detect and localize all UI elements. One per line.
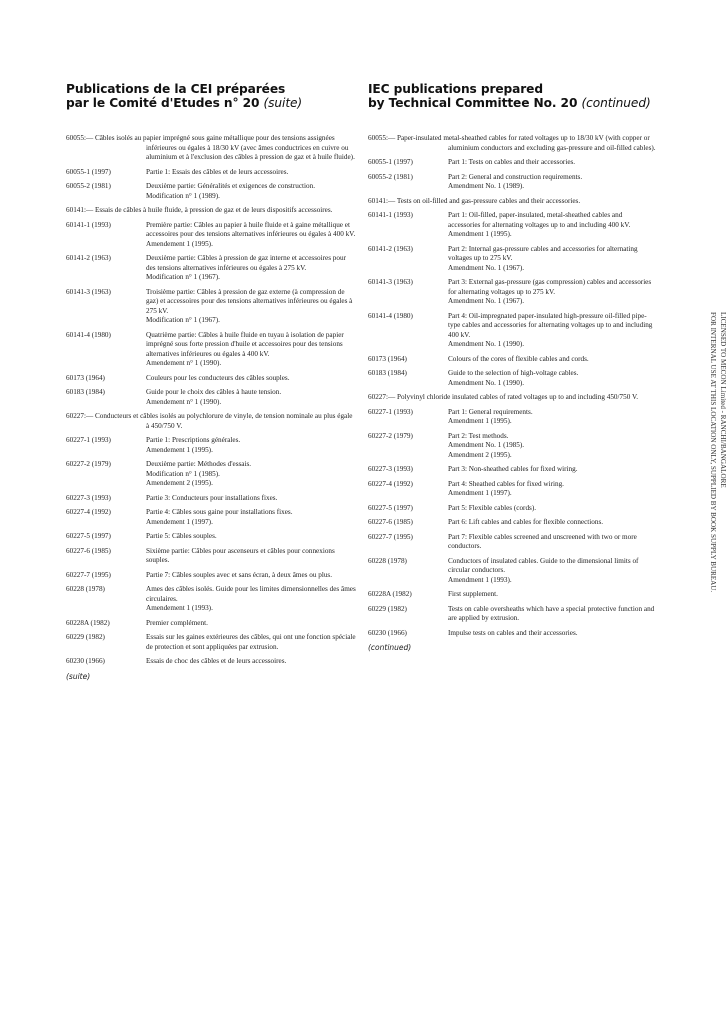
publication-code: 60227-5 (1997) — [66, 532, 111, 540]
publication-entry — [66, 374, 356, 384]
publication-title: Câbles isolés au papier imprégné sous gaine métallique pour des tensions assignées inférieures ou égales à 18/30 kV (avec âmes conductrices en cuivre ou aluminium et à l'exclusion des câbles à pression de gaz et à huile fluide). — [94, 134, 355, 161]
french-heading — [66, 82, 356, 110]
publication-amendment: Amendment No. 1 (1990). — [448, 340, 525, 348]
publication-entry — [66, 633, 356, 652]
publication-code: 60173 (1964) — [66, 373, 105, 382]
publication-code: 60141-2 (1963) — [66, 254, 111, 262]
publication-code: 60227-7 (1995) — [66, 570, 111, 579]
publication-title: Tests on cable oversheaths which have a special protective function and are applied by extrusion. — [448, 604, 655, 622]
french-heading-line1: Publications de la CEI préparées — [66, 82, 286, 96]
publication-code: 60227:— — [368, 393, 396, 401]
publication-entry — [368, 197, 656, 207]
publication-amendment: Amendement n° 1 (1990). — [146, 359, 222, 367]
publication-title: Conductors of insulated cables. Guide to the dimensional limits of circular conductors. — [448, 556, 639, 574]
publication-entry — [368, 518, 656, 528]
publication-code: 60055-2 (1981) — [368, 172, 413, 181]
english-column — [368, 82, 656, 652]
publication-title: Part 2: General and construction requirements. — [448, 172, 583, 181]
publication-code: 60183 (1984) — [368, 369, 407, 377]
publication-code: 60141:— — [368, 196, 396, 205]
publication-title: Essais de choc des câbles et de leurs accessoires. — [146, 657, 287, 665]
publication-entry — [368, 408, 656, 427]
publication-code: 60141:— — [66, 206, 94, 214]
publication-amendment: Amendement 1 (1995). — [146, 239, 213, 248]
publication-code: 60141-3 (1963) — [66, 287, 111, 296]
publication-title: Part 1: Oil-filled, paper-insulated, metal-sheathed cables and accessories for alternating voltages up to and including 400 kV. — [448, 211, 631, 229]
publication-title: Impulse tests on cables and their accessories. — [448, 628, 578, 637]
publication-entry — [368, 369, 656, 388]
english-heading-continued: (continued) — [581, 96, 651, 110]
license-line-1: LICENSED TO MECON Limited - RANCHI/BANGALORE — [719, 312, 727, 488]
publication-code: 60228 (1978) — [368, 556, 407, 565]
publication-code: 60229 (1982) — [66, 633, 105, 641]
publication-entry — [66, 254, 356, 283]
publication-code: 60183 (1984) — [66, 388, 105, 396]
publication-entry — [368, 312, 656, 350]
publication-title: Partie 7: Câbles souples avec et sans écran, à deux âmes ou plus. — [146, 570, 333, 579]
publication-code: 60055:— — [66, 134, 94, 142]
publication-title: Part 5: Flexible cables (cords). — [448, 503, 537, 512]
publication-code: 60141-1 (1993) — [66, 220, 111, 229]
publication-title: Première partie: Câbles au papier à huile fluide et à gaine métallique et accessoires pour des tensions alternatives inférieures ou égales à 400 kV. — [146, 220, 356, 238]
publication-entry — [368, 533, 656, 552]
publication-code: 60230 (1966) — [368, 628, 407, 637]
publication-amendment: Amendment 1 (1997). — [448, 489, 512, 497]
publication-code: 60141-3 (1963) — [368, 278, 413, 286]
publication-code: 60227-6 (1985) — [66, 546, 111, 555]
publication-entry — [368, 465, 656, 475]
publication-amendment: Amendement 1 (1995). — [146, 445, 213, 454]
publication-code: 60227-3 (1993) — [368, 465, 413, 473]
publication-title: Part 4: Oil-impregnated paper-insulated high-pressure oil-filled pipe-type cables and accessories for alternating voltages up to and including 400 kV. — [448, 311, 653, 339]
french-footer: (suite) — [66, 671, 91, 681]
french-entry-list — [66, 134, 356, 667]
publication-title: Part 2: Internal gas-pressure cables and accessories for alternating voltages up to 275 kV. — [448, 244, 638, 262]
publication-title: Part 1: General requirements. — [448, 407, 533, 416]
publication-title: Guide pour le choix des câbles à haute tension. — [146, 388, 282, 396]
publication-entry — [66, 585, 356, 614]
publication-code: 60227-3 (1993) — [66, 493, 111, 502]
publication-title: Part 2: Test methods. — [448, 431, 509, 440]
publication-title: Partie 5: Câbles souples. — [146, 532, 217, 540]
publication-amendment: Amendement 1 (1997). — [146, 517, 213, 526]
publication-entry — [368, 173, 656, 192]
license-side-note — [706, 312, 728, 732]
publication-entry — [368, 355, 656, 365]
publication-entry — [368, 158, 656, 168]
publication-code: 60141-2 (1963) — [368, 244, 413, 253]
publication-title: Guide to the selection of high-voltage cables. — [448, 369, 579, 377]
publication-amendment: Modification n° 1 (1989). — [146, 191, 220, 200]
publication-title: First supplement. — [448, 590, 498, 598]
publication-code: 60230 (1966) — [66, 657, 105, 665]
french-column — [66, 82, 356, 681]
publication-title: Conducteurs et câbles isolés au polychlorure de vinyle, de tension nominale au plus égale à 450/750 V. — [94, 412, 353, 430]
publication-amendment: Amendment No. 1 (1967). — [448, 263, 525, 272]
publication-entry — [368, 629, 656, 639]
english-footer: (continued) — [368, 643, 412, 652]
publication-title: Deuxième partie: Méthodes d'essais. — [146, 460, 252, 468]
english-heading-line1: IEC publications prepared — [368, 82, 543, 96]
publication-title: Tests on oil-filled and gas-pressure cables and their accessories. — [396, 196, 581, 205]
publication-amendment: Amendment 1 (1995). — [448, 230, 512, 238]
publication-entry — [66, 206, 356, 216]
publication-amendment: Amendment 2 (1995). — [448, 450, 512, 459]
publication-code: 60055:— — [368, 134, 396, 142]
publication-title: Deuxième partie: Câbles à pression de gaz interne et accessoires pour des tensions alternatives inférieures ou égales à 275 kV. — [146, 254, 346, 272]
publication-code: 60141-4 (1980) — [368, 311, 413, 320]
publication-entry — [66, 331, 356, 369]
publication-entry — [66, 168, 356, 178]
publication-amendment: Amendement 1 (1993). — [146, 604, 213, 612]
publication-amendment: Modification n° 1 (1967). — [146, 316, 220, 324]
publication-title: Polyvinyl chloride insulated cables of rated voltages up to and including 450/750 V. — [396, 393, 639, 401]
english-heading — [368, 82, 656, 110]
publication-entry — [66, 494, 356, 504]
publication-amendment: Modification n° 1 (1967). — [146, 273, 220, 281]
publication-amendment: Modification n° 1 (1985). — [146, 469, 220, 478]
publication-code: 60228A (1982) — [66, 618, 110, 627]
publication-title: Paper-insulated metal-sheathed cables for rated voltages up to 18/30 kV (with copper or aluminium conductors and excluding gas-pressure and oil-filled cables). — [396, 134, 656, 152]
publication-title: Partie 1: Essais des câbles et de leurs accessoires. — [146, 167, 289, 176]
publication-entry — [368, 504, 656, 514]
publication-entry — [66, 436, 356, 455]
publication-amendment: Amendment 1 (1995). — [448, 417, 512, 425]
publication-code: 60141-1 (1993) — [368, 211, 413, 219]
publication-code: 60227-4 (1992) — [66, 508, 111, 516]
publication-code: 60227-2 (1979) — [66, 460, 111, 468]
publication-code: 60229 (1982) — [368, 604, 407, 613]
publication-amendment: Amendment 1 (1993). — [448, 575, 512, 584]
publication-entry — [66, 508, 356, 527]
publication-entry — [66, 657, 356, 667]
publication-entry — [66, 412, 356, 431]
publication-code: 60055-1 (1997) — [368, 158, 413, 166]
publication-entry — [66, 571, 356, 581]
publication-entry — [368, 557, 656, 586]
publication-title: Couleurs pour les conducteurs des câbles souples. — [146, 373, 290, 382]
publication-code: 60055-2 (1981) — [66, 182, 111, 190]
publication-code: 60227-6 (1985) — [368, 518, 413, 526]
publication-title: Deuxième partie: Généralités et exigences de construction. — [146, 182, 316, 190]
publication-entry — [368, 211, 656, 240]
publication-code: 60228 (1978) — [66, 585, 105, 593]
publication-title: Troisième partie: Câbles à pression de gaz externe (à compression de gaz) et accessoires pour des tensions alternatives inférieures ou égales à 275 kV. — [146, 287, 353, 315]
publication-entry — [368, 432, 656, 461]
license-line-2: FOR INTERNAL USE AT THIS LOCATION ONLY, SUPPLIED BY BOOK SUPPLY BUREAU. — [709, 312, 717, 593]
publication-code: 60227:— — [66, 412, 94, 420]
publication-title: Sixième partie: Câbles pour ascenseurs et câbles pour connexions souples. — [146, 546, 335, 564]
publication-code: 60227-2 (1979) — [368, 431, 413, 440]
publication-amendment: Amendment No. 1 (1989). — [448, 182, 525, 190]
publication-title: Essais de câbles à huile fluide, à pression de gaz et de leurs dispositifs accessoires. — [94, 206, 333, 214]
publication-entry — [368, 393, 656, 403]
publication-entry — [66, 288, 356, 326]
publication-amendment: Amendment No. 1 (1990). — [448, 378, 525, 387]
publication-code: 60173 (1964) — [368, 354, 407, 363]
french-heading-suite: (suite) — [263, 96, 303, 110]
publication-entry — [66, 460, 356, 489]
english-heading-line2: by Technical Committee No. 20 — [368, 96, 578, 110]
publication-code: 60227-1 (1993) — [66, 436, 111, 444]
publication-amendment: Amendement 2 (1995). — [146, 479, 213, 487]
publication-amendment: Amendment No. 1 (1985). — [448, 441, 525, 449]
publication-entry — [368, 590, 656, 600]
publication-code: 60228A (1982) — [368, 590, 412, 598]
publication-title: Part 6: Lift cables and cables for flexible connections. — [448, 518, 604, 526]
publication-code: 60227-7 (1995) — [368, 532, 413, 541]
publication-entry — [66, 221, 356, 250]
publication-entry — [368, 480, 656, 499]
publication-entry — [66, 619, 356, 629]
publication-title: Quatrième partie: Câbles à huile fluide en tuyau à isolation de papier imprégné sous forte pression d'huile et accessoires pour des tensions alternatives inférieures ou égales à 400 kV. — [146, 330, 344, 358]
publication-code: 60141-4 (1980) — [66, 330, 111, 339]
publication-code: 60227-1 (1993) — [368, 407, 413, 416]
publication-title: Premier complément. — [146, 618, 208, 627]
publication-title: Part 3: Non-sheathed cables for fixed wiring. — [448, 465, 578, 473]
publication-entry — [66, 547, 356, 566]
publication-title: Part 3: External gas-pressure (gas compression) cables and accessories for alternating voltages up to 275 kV. — [448, 278, 652, 296]
publication-entry — [66, 532, 356, 542]
publication-title: Part 7: Flexible cables screened and unscreened with two or more conductors. — [448, 532, 637, 550]
publication-title: Ames des câbles isolés. Guide pour les limites dimensionnelles des âmes circulaires. — [146, 585, 356, 603]
publication-entry — [66, 182, 356, 201]
publication-entry — [368, 278, 656, 307]
publication-amendment: Amendement n° 1 (1990). — [146, 397, 222, 406]
publication-title: Part 4: Sheathed cables for fixed wiring. — [448, 479, 564, 488]
publication-title: Partie 4: Câbles sous gaine pour installations fixes. — [146, 508, 293, 516]
publication-title: Colours of the cores of flexible cables and cords. — [448, 354, 589, 363]
publication-entry — [368, 245, 656, 274]
english-entry-list — [368, 134, 656, 638]
publication-code: 60227-5 (1997) — [368, 503, 413, 512]
publication-code: 60055-1 (1997) — [66, 167, 111, 176]
publication-entry — [66, 134, 356, 163]
publication-title: Partie 1: Prescriptions générales. — [146, 436, 241, 444]
publication-title: Partie 3: Conducteurs pour installations fixes. — [146, 493, 278, 502]
publication-title: Part 1: Tests on cables and their accessories. — [448, 158, 576, 166]
publication-title: Essais sur les gaines extérieures des câbles, qui ont une fonction spéciale de protection et sont appliquées par extrusion. — [146, 633, 356, 651]
publication-entry — [368, 134, 656, 153]
publication-amendment: Amendment No. 1 (1967). — [448, 297, 525, 305]
french-heading-line2: par le Comité d'Etudes n° 20 — [66, 96, 260, 110]
publication-entry — [66, 388, 356, 407]
publication-code: 60227-4 (1992) — [368, 479, 413, 488]
publication-entry — [368, 605, 656, 624]
